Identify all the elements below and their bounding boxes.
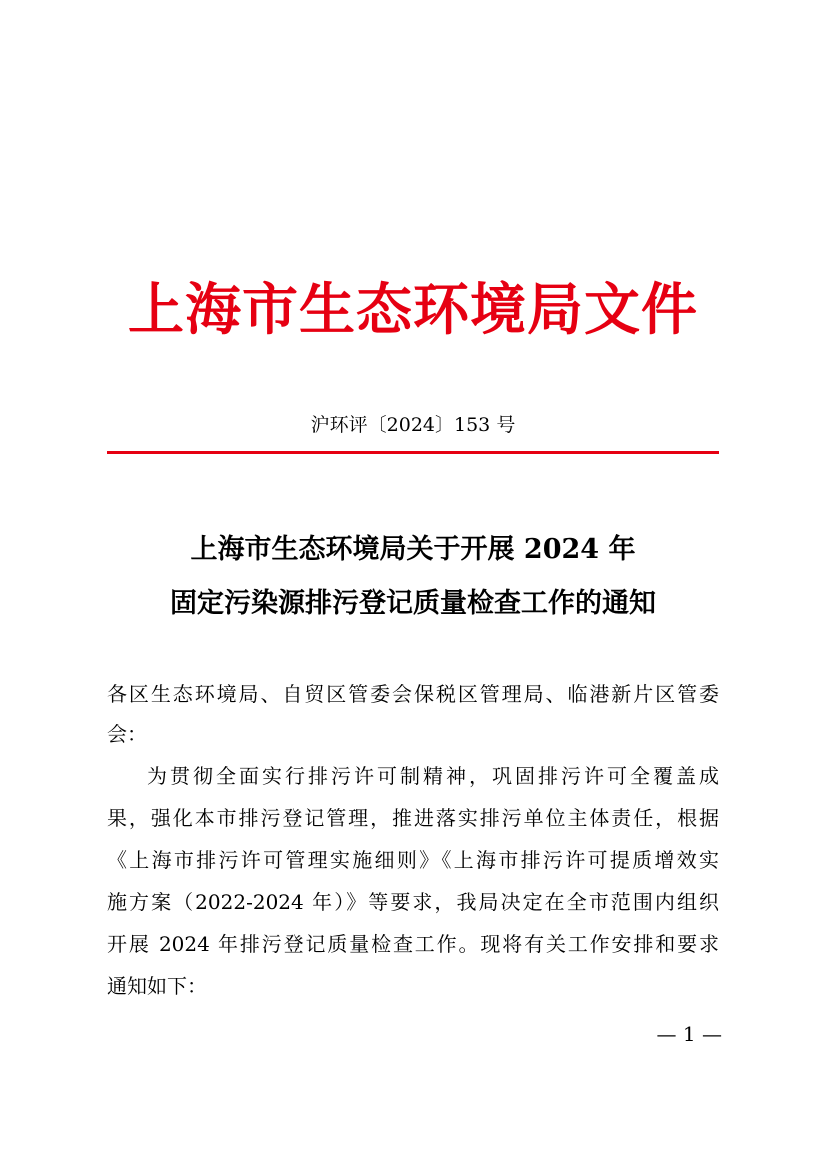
addressee-line-1: 各区生态环境局、自贸区管委会保税区管理局、临港新片区管委: [107, 682, 719, 706]
paragraph-line: 《上海市排污许可管理实施细则》《上海市排污许可提质增效实: [107, 848, 719, 872]
paragraph-line: 开展 2024 年排污登记质量检查工作。现将有关工作安排和要求: [107, 932, 719, 956]
notice-title-line-1: 上海市生态环境局关于开展 2024 年: [190, 534, 636, 565]
document-number: 沪环评〔2024〕153 号: [310, 414, 516, 436]
addressee-line-2: 会：: [107, 722, 147, 746]
notice-title-line-2: 固定污染源排污登记质量检查工作的通知: [170, 588, 656, 619]
paragraph-line: 果，强化本市排污登记管理，推进落实排污单位主体责任，根据: [107, 806, 719, 830]
document-header-title: 上海市生态环境局文件: [128, 277, 698, 343]
header-divider: [107, 451, 719, 454]
paragraph-line: 通知如下：: [107, 974, 207, 998]
paragraph-line: 为贯彻全面实行排污许可制精神，巩固排污许可全覆盖成: [147, 764, 719, 788]
paragraph-line: 施方案（2022-2024 年）》等要求，我局决定在全市范围内组织: [107, 890, 719, 914]
page-number: — 1 —: [656, 1022, 722, 1046]
